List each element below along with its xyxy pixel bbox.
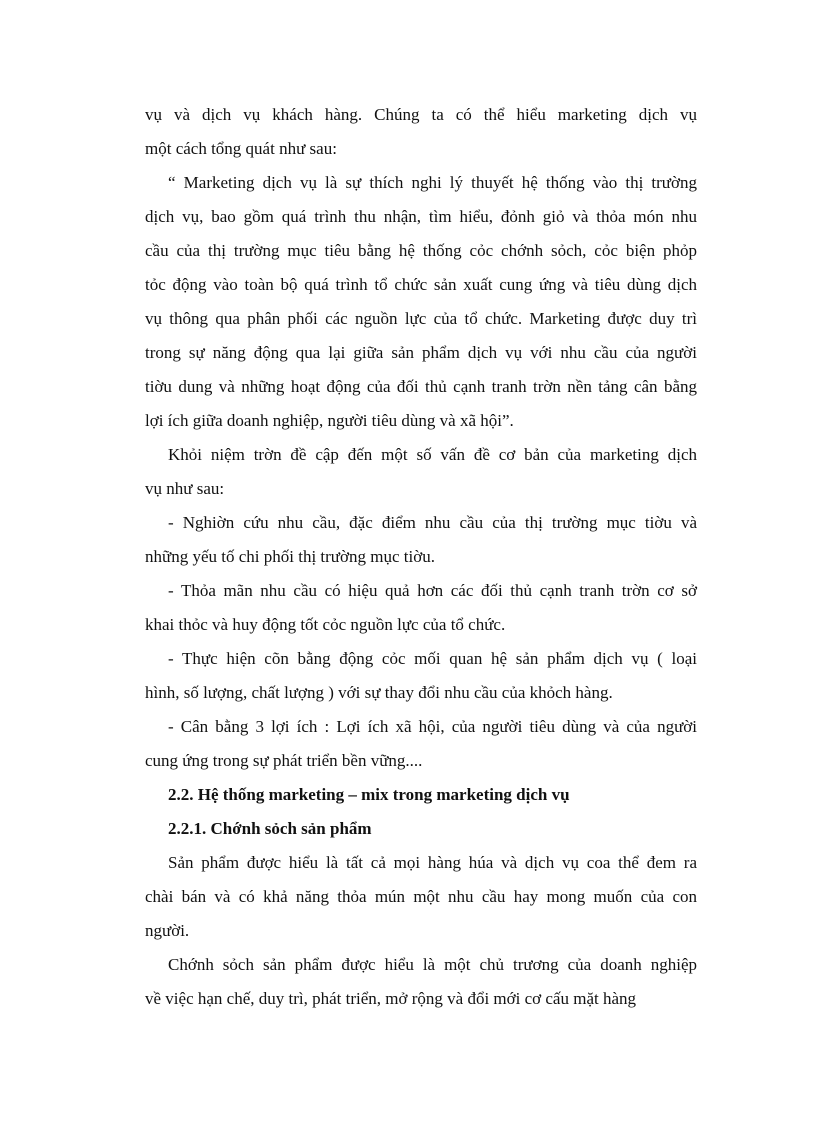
paragraph-line: vụ như sau:	[145, 479, 225, 498]
paragraph-line: cầu của thị trường mục tiêu bằng hệ thống cỏc chớnh sỏch, cỏc biện phỏp	[145, 241, 697, 260]
list-item-line: khai thỏc và huy động tốt cỏc nguồn lực của tổ chức.	[145, 615, 506, 634]
paragraph-line: Sản phẩm được hiểu là tất cả mọi hàng húa và dịch vụ coa thể đem ra	[168, 853, 697, 872]
list-item-line: - Cân bằng 3 lợi ích : Lợi ích xã hội, của người tiêu dùng và của người	[168, 717, 697, 736]
subsection-heading: 2.2.1. Chớnh sỏch sản phẩm	[168, 819, 372, 838]
paragraph-line: “ Marketing dịch vụ là sự thích nghi lý thuyết hệ thống vào thị trường	[168, 173, 697, 192]
paragraph-line: vụ thông qua phân phối các nguồn lực của tổ chức. Marketing được duy trì	[145, 309, 697, 328]
paragraph-line: người.	[145, 921, 190, 940]
list-item-line: những yếu tố chi phối thị trường mục tiờu.	[145, 547, 435, 566]
paragraph-line: dịch vụ, bao gồm quá trình thu nhận, tìm hiểu, đỏnh giỏ và thỏa món nhu	[145, 207, 697, 226]
list-item-line: - Thực hiện cõn bằng động cỏc mối quan hệ sản phẩm dịch vụ ( loại	[168, 649, 697, 668]
paragraph-line: tỏc động vào toàn bộ quá trình tổ chức sản xuất cung ứng và tiêu dùng dịch	[145, 275, 697, 294]
paragraph-line: chài bán và có khả năng thỏa mún một nhu cầu hay mong muốn của con	[145, 887, 697, 906]
paragraph-line: lợi ích giữa doanh nghiệp, người tiêu dùng và xã hội”.	[145, 411, 514, 430]
paragraph-line: Khỏi niệm trờn đề cập đến một số vấn đề cơ bản của marketing dịch	[168, 445, 697, 464]
paragraph-line: về việc hạn chế, duy trì, phát triển, mở rộng và đổi mới cơ cấu mặt hàng	[145, 989, 637, 1008]
paragraph-line: một cách tổng quát như sau:	[145, 139, 337, 158]
paragraph-line: vụ và dịch vụ khách hàng. Chúng ta có thể hiểu marketing dịch vụ	[145, 105, 697, 124]
paragraph-line: tiờu dung và những hoạt động của đối thủ cạnh tranh trờn nền tảng cân bằng	[145, 377, 697, 396]
list-item-line: - Thỏa mãn nhu cầu có hiệu quả hơn các đối thủ cạnh tranh trờn cơ sở	[168, 581, 697, 600]
section-heading: 2.2. Hệ thống marketing – mix trong marketing dịch vụ	[168, 785, 570, 804]
paragraph-line: trong sự năng động qua lại giữa sản phẩm dịch vụ với nhu cầu của người	[145, 343, 697, 362]
list-item-line: cung ứng trong sự phát triển bền vững....	[145, 751, 423, 770]
list-item-line: - Nghiờn cứu nhu cầu, đặc điểm nhu cầu của thị trường mục tiờu và	[168, 513, 697, 532]
list-item-line: hình, số lượng, chất lượng ) với sự thay đổi nhu cầu của khỏch hàng.	[145, 683, 613, 702]
paragraph-line: Chớnh sỏch sản phẩm được hiểu là một chủ trương của doanh nghiệp	[168, 955, 697, 974]
